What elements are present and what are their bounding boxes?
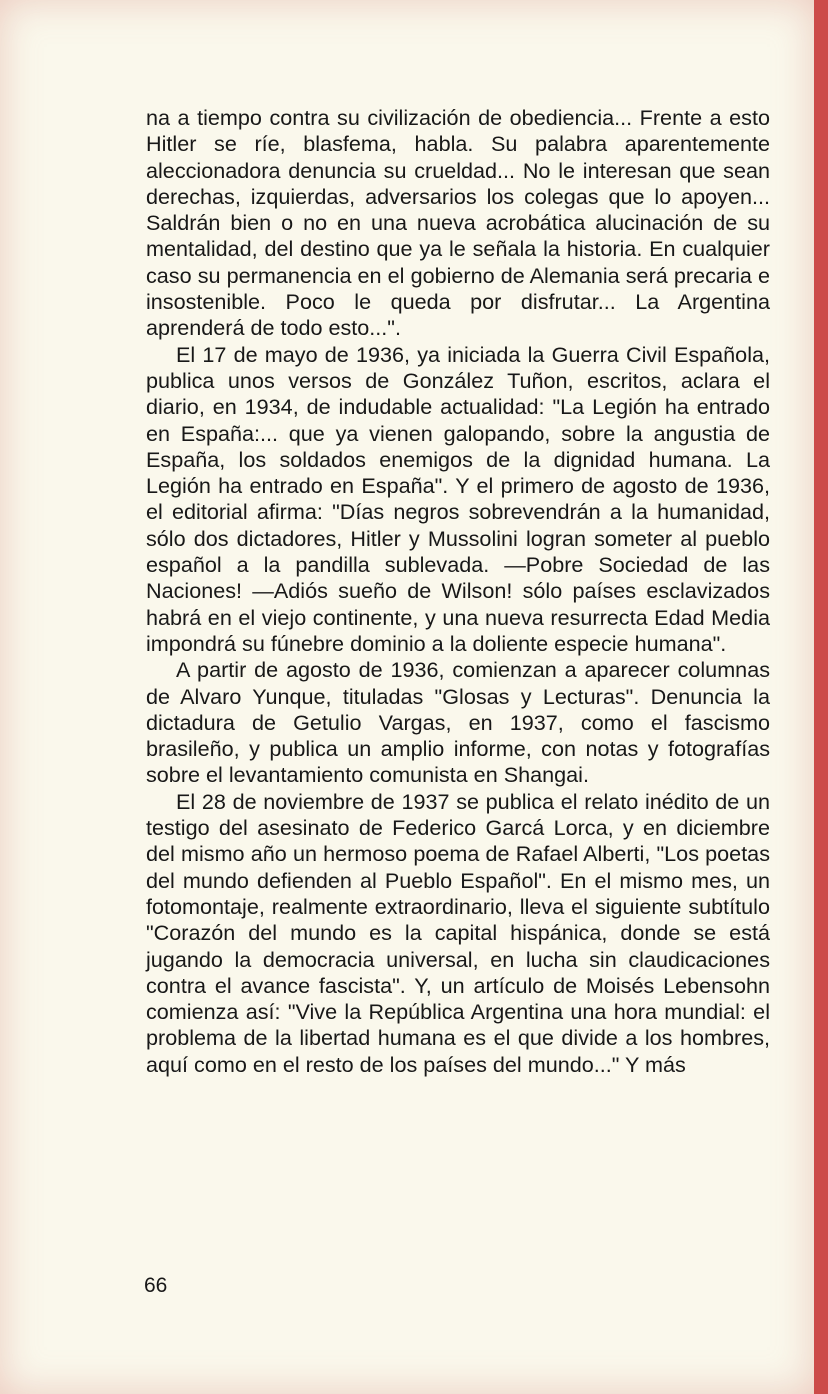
body-text bbox=[146, 105, 770, 1078]
paragraph-lorca-alberti: El 28 de noviembre de 1937 se publica el relato inédito de un testigo del asesinato de Federico Garcá Lorca, y en diciembre del mismo año un hermoso poema de Rafael Alberti, "Los poetas del mundo defienden al Pueblo Español". En el mismo mes, un fotomontaje, realmente extraordinario, lleva el siguiente subtítulo "Corazón del mundo es la capital hispánica, donde se está jugando la democracia universal, en lucha sin claudicaciones contra el avance fascista". Y, un artículo de Moisés Lebensohn comienza así: "Vive la República Argentina una hora mundial: el problema de la libertad humana es el que divide a los hombres, aquí como en el resto de los países del mundo..." Y más bbox=[146, 788, 770, 1077]
page-number: 66 bbox=[144, 1274, 168, 1297]
paragraph-yunque-columns: A partir de agosto de 1936, comienzan a aparecer columnas de Alvaro Yunque, tituladas "Glosas y Lecturas". Denuncia la dictadura de Getulio Vargas, en 1937, como el fascismo brasileño, y publica un amplio informe, con notas y fotografías sobre el levantamiento comunista en Shangai. bbox=[146, 657, 770, 788]
paragraph-continuation: na a tiempo contra su civilización de obediencia... Frente a esto Hitler se ríe, blasfema, habla. Su palabra aparentemente aleccionadora denuncia su crueldad... No le interesan que sean derechas, izquierdas, adversarios los colegas que lo apoyen... Saldrán bien o no en una nueva acrobática alucinación de su mentalidad, del destino que ya le señala la historia. En cualquier caso su permanencia en el gobierno de Alemania será precaria e insostenible. Poco le queda por disfrutar... La Argentina aprenderá de todo esto...". bbox=[146, 105, 770, 341]
paragraph-spanish-civil-war: El 17 de mayo de 1936, ya iniciada la Guerra Civil Española, publica unos versos de González Tuñon, escritos, aclara el diario, en 1934, de indudable actualidad: "La Legión ha entrado en España:... que ya vienen galopando, sobre la angustia de España, los soldados enemigos de la dignidad humana. La Legión ha entrado en España". Y el primero de agosto de 1936, el editorial afirma: "Días negros sobrevendrán a la humanidad, sólo dos dictadores, Hitler y Mussolini logran someter al pueblo español a la pandilla sublevada. —Pobre Sociedad de las Naciones! —Adiós sueño de Wilson! sólo países esclavizados habrá en el viejo continente, y una nueva resurrecta Edad Media impondrá su fúnebre dominio a la doliente especie humana". bbox=[146, 341, 770, 656]
